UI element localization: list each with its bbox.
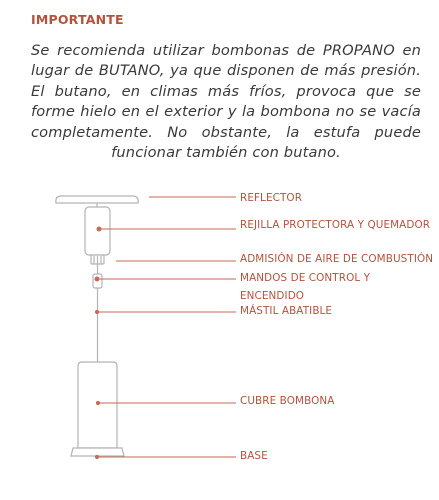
propane-recommendation-text: Se recomienda utilizar bombonas de PROPANO en lugar de BUTANO, ya que disponen de más presión. El butano, en climas más fríos, provoca que se forme hielo en el exterior y la bombona no se vacía completamente. No obstante, la estufa puede funcionar también con butano. [31, 42, 421, 162]
heater-outline [56, 196, 138, 456]
base-shape [71, 448, 124, 456]
label-folding-mast: MÁSTIL ABATIBLE [240, 305, 333, 317]
label-air-intake: ADMISIÓN DE AIRE DE COMBUSTIÓN [240, 253, 434, 265]
reflector-shape [56, 196, 138, 203]
label-reflector: REFLECTOR [240, 192, 303, 204]
label-base: BASE [240, 450, 268, 462]
label-protective-grille: REJILLA PROTECTORA Y QUEMADOR [240, 219, 431, 231]
label-ignition: ENCENDIDO [240, 290, 305, 302]
label-control-knobs: MANDOS DE CONTROL Y [240, 272, 371, 284]
section-title: IMPORTANTE [31, 12, 124, 27]
label-bottle-cover: CUBRE BOMBONA [240, 395, 335, 407]
